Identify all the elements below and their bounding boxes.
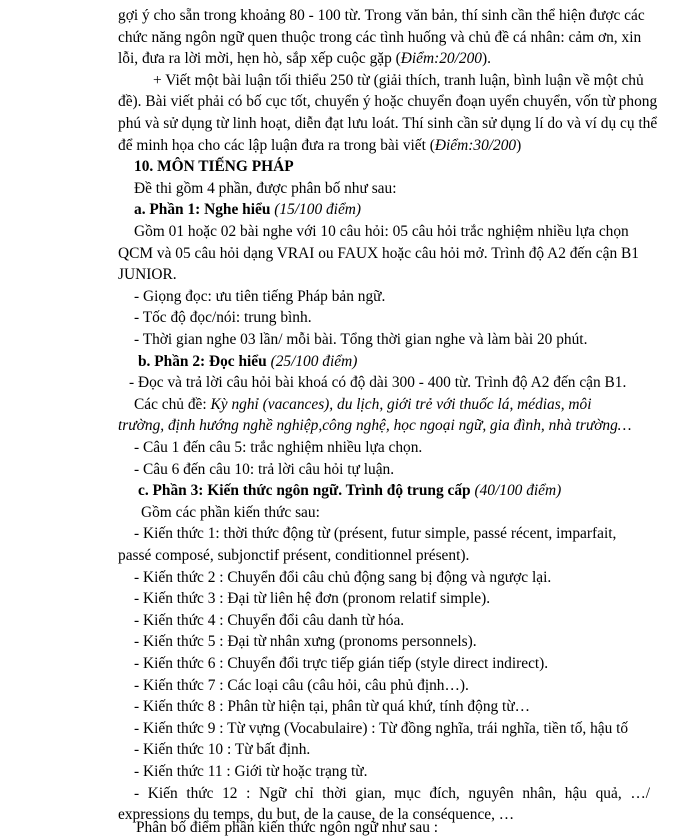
paragraph-line: phú và sử dụng từ linh hoạt, diễn đạt lưu loát. Thí sinh cần sử dụng lí do và ví dụ cụ thể [118,115,658,132]
list-item: - Tốc độ đọc/nói: trung bình. [134,309,312,327]
score-label: Điểm:20/200 [400,50,482,68]
list-item-continued: expressions du temps, du but, de la cause, de la conséquence, … [118,806,515,824]
paragraph-line: chức năng ngôn ngữ quen thuộc trong các tình huống và chủ đề cá nhân: cảm ơn, xin [118,28,642,46]
list-item: - Kiến thức 7 : Các loại câu (câu hỏi, câu phủ định…). [134,676,469,694]
section-intro: Đề thi gồm 4 phần, được phân bố như sau: [134,179,397,197]
paragraph-line: gợi ý cho sẵn trong khoảng 80 - 100 từ. Trong văn bản, thí sinh cần thể hiện được các [118,7,645,24]
list-item: - Kiến thức 4 : Chuyển đổi câu danh từ hóa. [134,611,405,629]
list-item: - Kiến thức 5 : Đại từ nhân xưng (pronoms personnels). [134,633,477,651]
paragraph-line: lỗi, đưa ra lời mời, hẹn hò, sắp xếp cuộc gặp (Điểm:20/200). [118,50,491,68]
list-item: - Thời gian nghe 03 lần/ mỗi bài. Tổng thời gian nghe và làm bài 20 phút. [134,331,588,348]
list-item: - Giọng đọc: ưu tiên tiếng Pháp bản ngữ. [134,287,386,305]
paragraph-line: Các chủ đề: Kỳ nghỉ (vacances), du lịch, giới trẻ với thuốc lá, médias, môi [134,395,592,413]
paragraph-line: trường, định hướng nghề nghiệp,công nghệ, học ngoại ngữ, gia đình, nhà trường… [118,417,632,435]
paragraph-line: đề). Bài viết phải có bố cục tốt, chuyển ý hoặc chuyển đoạn uyển chuyển, vốn từ phong [118,93,658,111]
score-label: Điểm:30/200 [434,136,517,154]
list-item-continued: passé composé, subjonctif présent, conditionnel présent). [118,547,470,564]
paragraph-line: Phân bố điểm phần kiến thức ngôn ngữ như sau : [136,819,439,836]
paragraph-line: QCM và 05 câu hỏi dạng VRAI ou FAUX hoặc câu hỏi mở. Trình độ A2 đến cận B1 [118,244,639,262]
list-item: - Kiến thức 8 : Phân từ hiện tại, phân từ quá khứ, tính động từ… [134,698,531,716]
subsection-heading: b. Phần 2: Đọc hiểu (25/100 điểm) [138,352,358,370]
list-item: - Kiến thức 9 : Từ vựng (Vocabulaire) : Từ đồng nghĩa, trái nghĩa, tiền tố, hậu tố [134,719,629,737]
list-item: - Kiến thức 3 : Đại từ liên hệ đơn (pronom relatif simple). [134,590,491,608]
paragraph-line: Gồm 01 hoặc 02 bài nghe với 10 câu hỏi: 05 câu hỏi trắc nghiệm nhiều lựa chọn [134,223,629,240]
section-heading: 10. MÔN TIẾNG PHÁP [134,158,294,176]
list-item: - Đọc và trả lời câu hỏi bài khoá có độ dài 300 - 400 từ. Trình độ A2 đến cận B1. [129,374,627,392]
list-item: - Kiến thức 11 : Giới từ hoặc trạng từ. [134,763,368,780]
list-item: - Kiến thức 10 : Từ bất định. [134,741,311,759]
list-item: - Kiến thức 12 : Ngữ chỉ thời gian, mục đích, nguyên nhân, hậu quả, …/ [134,784,650,802]
paragraph-line: + Viết một bài luận tối thiểu 250 từ (giải thích, tranh luận, bình luận về một chủ [153,71,644,89]
list-item: - Kiến thức 1: thời thức động từ (présent, futur simple, passé récent, imparfait, [134,525,617,543]
paragraph-line: để minh họa cho các lập luận đưa ra trong bài viết (Điểm:30/200) [118,136,522,154]
paragraph-line: JUNIOR. [118,266,177,284]
list-item: - Câu 1 đến câu 5: trắc nghiệm nhiều lựa chọn. [134,439,423,456]
list-item: - Câu 6 đến câu 10: trả lời câu hỏi tự luận. [134,460,395,478]
subsection-heading: c. Phần 3: Kiến thức ngôn ngữ. Trình độ trung cấp (40/100 điểm) [138,482,562,500]
list-item: - Kiến thức 2 : Chuyển đổi câu chủ động sang bị động và ngược lại. [134,568,552,586]
paragraph-line: Gồm các phần kiến thức sau: [141,503,320,521]
list-item: - Kiến thức 6 : Chuyển đổi trực tiếp gián tiếp (style direct indirect). [134,655,549,672]
subsection-heading: a. Phần 1: Nghe hiểu (15/100 điểm) [134,201,362,219]
